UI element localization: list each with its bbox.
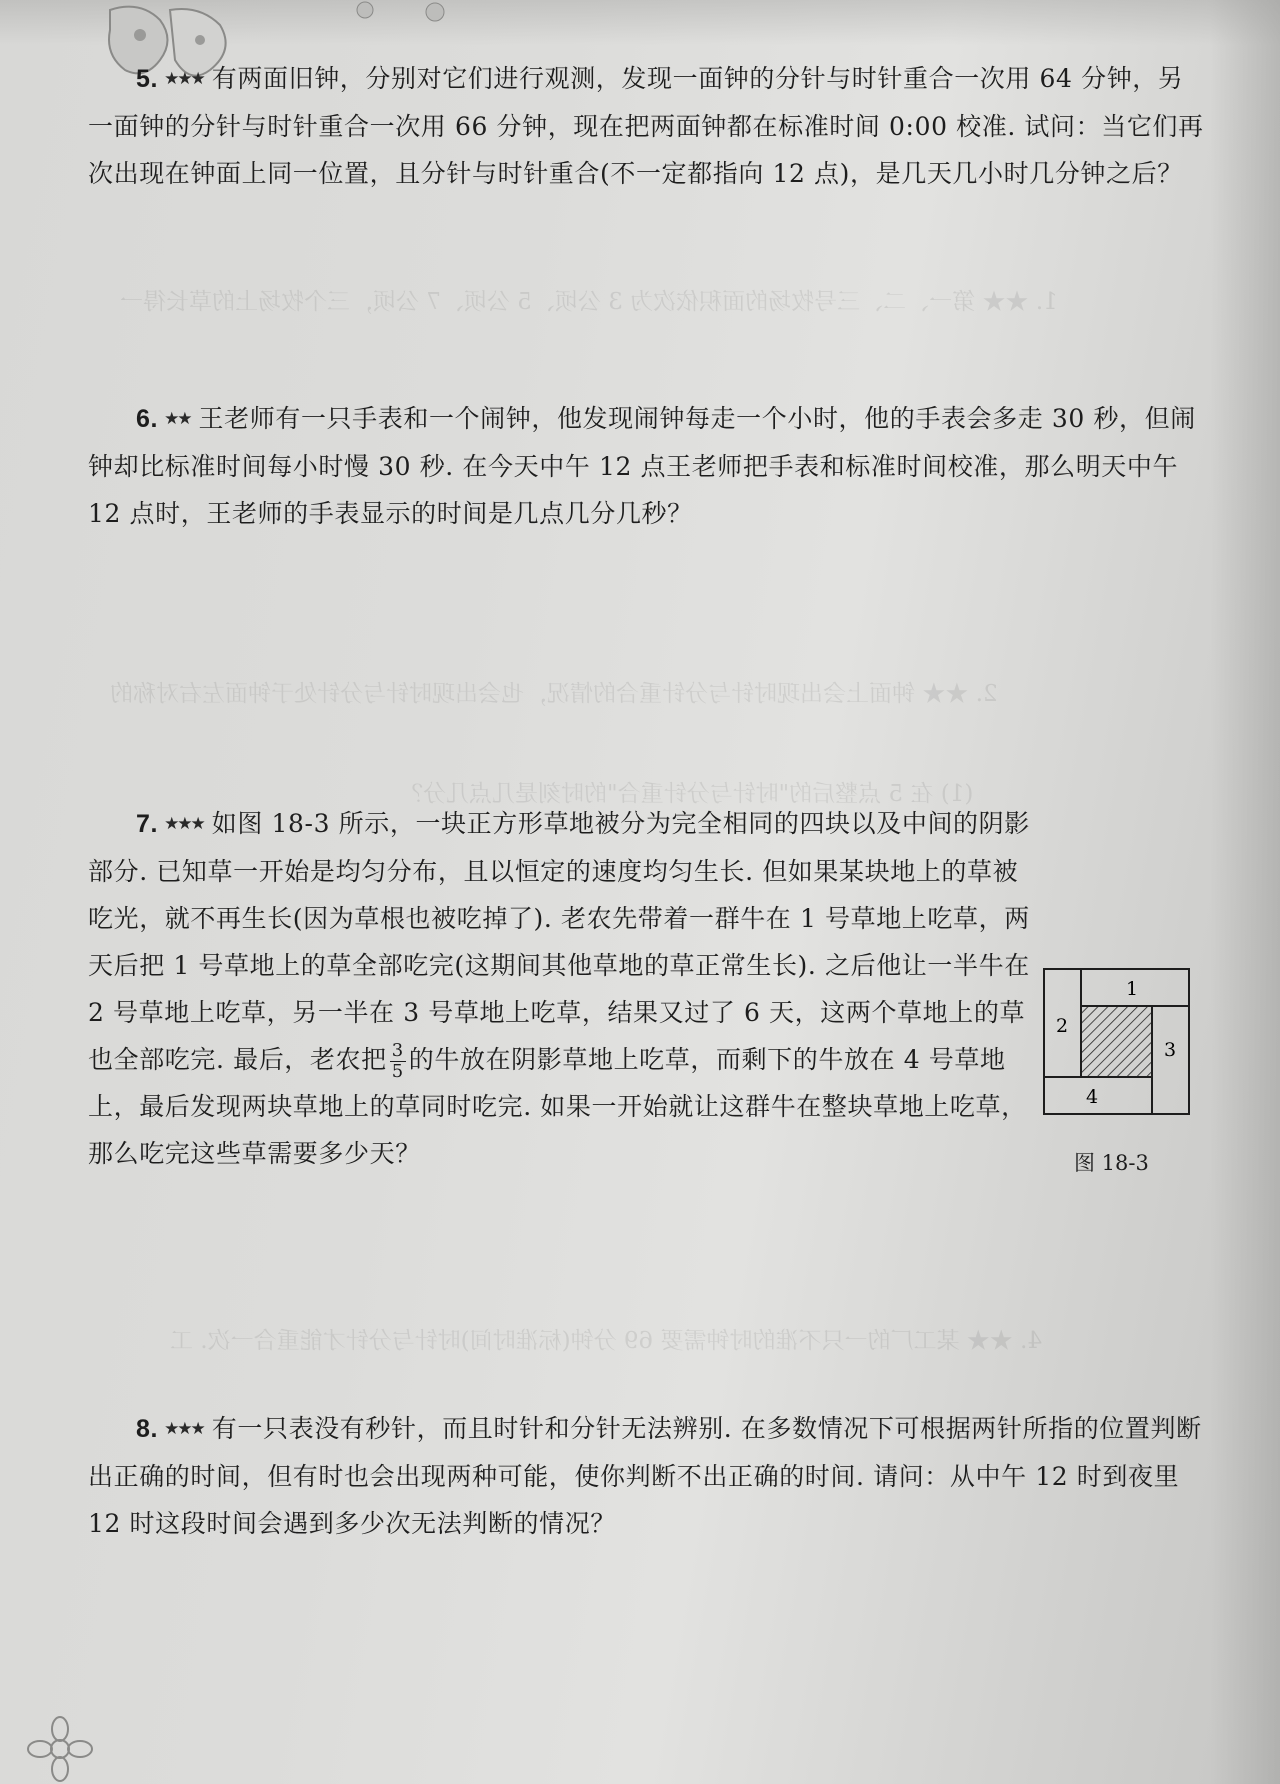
problem-number: 7. (136, 810, 159, 838)
shaded-center-plot (1081, 1006, 1152, 1077)
problem-8 (88, 1405, 1208, 1547)
plot-label-4: 4 (1085, 1086, 1099, 1108)
plot-label-2: 2 (1055, 1015, 1069, 1037)
bleed-through-line: 4. ★★ 某工厂的一只不准的时钟需要 69 分钟(标准时间)时针与分针才能重合一次. 工 (170, 1328, 1043, 1354)
problem-text: 如图 18-3 所示，一块正方形草地被分为完全相同的四块以及中间的阴影部分. 已知草一开始是均匀分布，且以恒定的速度均匀生长. 但如果某块地上的草被吃光，就不再生长(因为草根也被吃掉了). 老农先带着一群牛在 1 号草地上吃草，两天后把 1 号草地上的草全部吃完(这期间其他草地的草正常生长). 之后他让一半牛在 2 号草地上吃草，另一半在 3 号草地上吃草，结果又过了 6 天，这两个草地上的草也全部吃完. 最后，老农把 (88, 809, 1030, 1074)
bleed-through-line: (1) 在 5 点整后的"时针与分针重合"的时刻是几点几分？ (400, 781, 974, 807)
difficulty-stars-icon: ★★★ (164, 1419, 204, 1439)
plot-label-3: 3 (1163, 1039, 1177, 1061)
difficulty-stars-icon: ★★ (164, 409, 191, 429)
figure-caption: 图 18-3 (1074, 1151, 1149, 1175)
difficulty-stars-icon: ★★★ (164, 814, 204, 834)
flower-corner-icon (20, 1704, 100, 1784)
problem-5 (88, 55, 1208, 197)
page-edge-shadow (1210, 0, 1280, 1784)
fraction (390, 1041, 406, 1082)
grass-field-diagram (1040, 965, 1195, 1125)
problem-number: 5. (136, 65, 159, 93)
problem-text: 的牛放在阴影草地上吃草，而剩下的牛放在 4 号草地上，最后发现两块草地上的草同时吃完. 如果一开始就让这群牛在整块草地上吃草，那么吃完这些草需要多少天？ (88, 1045, 1027, 1168)
problem-number: 8. (136, 1415, 159, 1443)
problem-text: 王老师有一只手表和一个闹钟，他发现闹钟每走一个小时，他的手表会多走 30 秒，但闹钟却比标准时间每小时慢 30 秒. 在今天中午 12 点王老师把手表和标准时间校准，那么明天中午 12 点时，王老师的手表显示的时间是几点几分几秒？ (88, 404, 1196, 528)
fraction-numerator: 3 (391, 1040, 404, 1061)
problem-text: 有两面旧钟，分别对它们进行观测，发现一面钟的分针与时针重合一次用 64 分钟，另一面钟的分针与时针重合一次用 66 分钟，现在把两面钟都在标准时间 0:00 校准. 试问：当它们再次出现在钟面上同一位置，且分针与时针重合(不一定都指向 12 点)，是几天几小时几分钟之后？ (88, 64, 1204, 188)
difficulty-stars-icon: ★★★ (164, 69, 204, 89)
small-figures-icon (345, 0, 465, 30)
bleed-through-line: 1. ★★ 第一、二、三号牧场的面积依次为 3 公顷、5 公顷、7 公顷，三个牧场上的草长得一 (120, 289, 1058, 315)
plot-label-1: 1 (1125, 978, 1139, 1000)
bleed-through-line: 2. ★★ 钟面上会出现时针与分针重合的情况，也会出现时针与分针处于钟面左右对称的 (110, 681, 998, 707)
problem-text: 有一只表没有秒针，而且时针和分针无法辨别. 在多数情况下可根据两针所指的位置判断出正确的时间，但有时也会出现两种可能，使你判断不出正确的时间. 请问：从中午 12 时到夜里 12 时这段时间会遇到多少次无法判断的情况？ (88, 1414, 1202, 1538)
fraction-denominator: 5 (391, 1061, 404, 1082)
problem-number: 6. (136, 405, 159, 433)
problem-6 (88, 395, 1208, 537)
